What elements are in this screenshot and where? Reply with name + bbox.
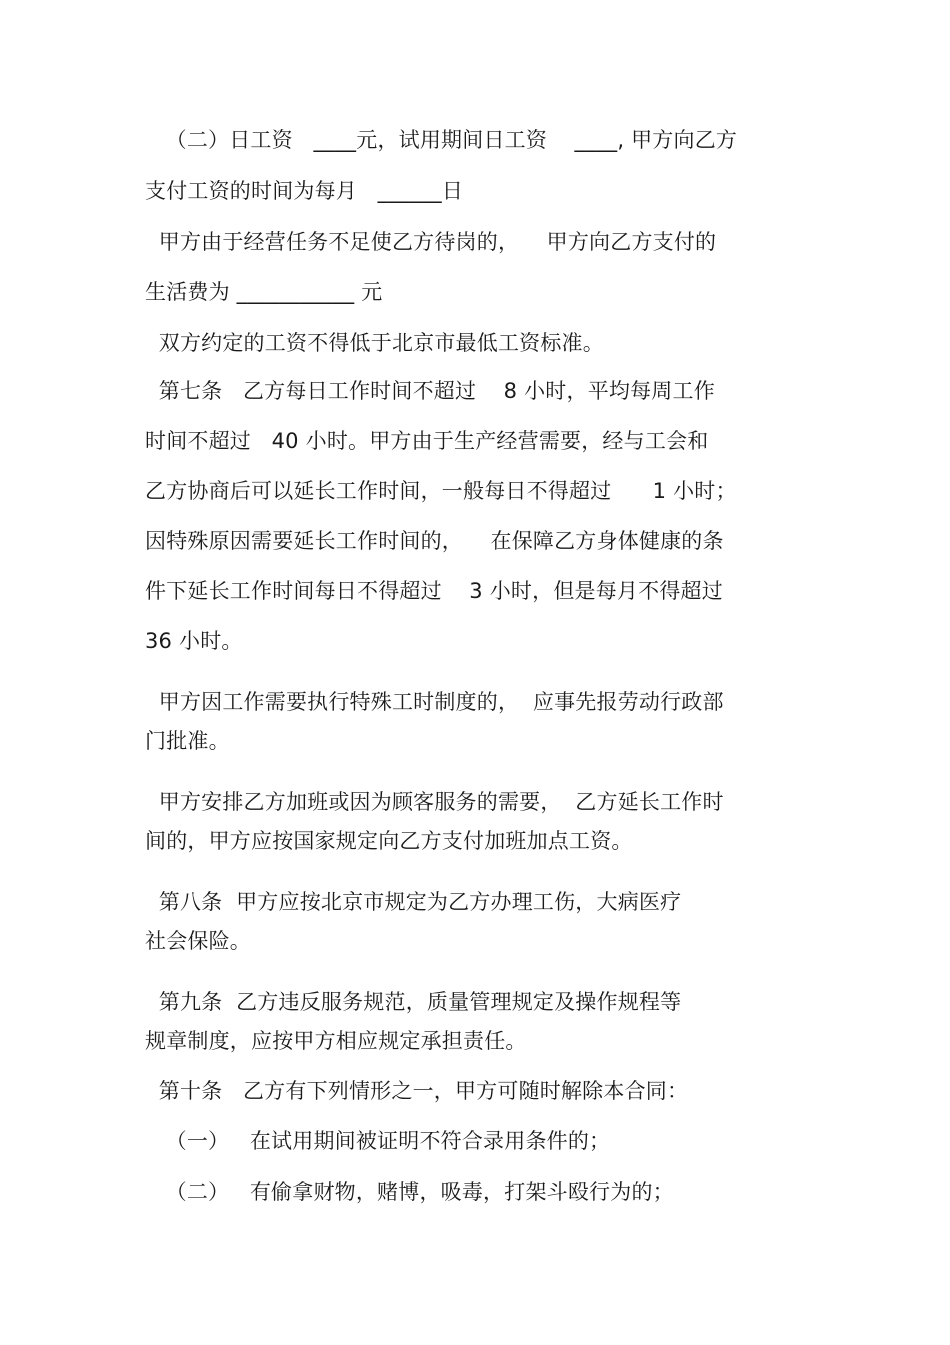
- text-line: 时间不超过 40 小时。甲方由于生产经营需要，经与工会和: [145, 429, 709, 453]
- text-line: 甲方安排乙方加班或因为顾客服务的需要， 乙方延长工作时: [145, 790, 724, 814]
- text-line: （一） 在试用期间被证明不符合录用条件的；: [145, 1129, 611, 1153]
- text-line: 第八条 甲方应按北京市规定为乙方办理工伤，大病医疗: [145, 890, 682, 914]
- text-line: 因特殊原因需要延长工作时间的， 在保障乙方身体健康的条: [145, 529, 724, 553]
- text-line: 第七条 乙方每日工作时间不超过 8 小时，平均每周工作: [145, 379, 715, 403]
- text-line: 36 小时。: [145, 629, 243, 653]
- text-line: 第九条 乙方违反服务规范，质量管理规定及操作规程等: [145, 990, 682, 1014]
- text-line: 第十条 乙方有下列情形之一，甲方可随时解除本合同：: [145, 1079, 689, 1103]
- text-line: 乙方协商后可以延长工作时间，一般每日不得超过 1 小时；: [145, 479, 737, 503]
- text-line: （二）日工资 ____元，试用期间日工资 ____, 甲方向乙方: [145, 128, 738, 152]
- text-line: 社会保险。: [145, 929, 251, 953]
- text-line: 间的，甲方应按国家规定向乙方支付加班加点工资。: [145, 829, 633, 853]
- text-line: 支付工资的时间为每月 ______日: [145, 179, 464, 203]
- text-line: （二） 有偷拿财物，赌博，吸毒，打架斗殴行为的；: [145, 1180, 674, 1204]
- text-line: 双方约定的工资不得低于北京市最低工资标准。: [145, 331, 604, 355]
- text-line: 门批准。: [145, 729, 230, 753]
- text-line: 生活费为 ___________ 元: [145, 280, 383, 304]
- text-line: 甲方因工作需要执行特殊工时制度的， 应事先报劳动行政部: [145, 690, 724, 714]
- text-line: 规章制度，应按甲方相应规定承担责任。: [145, 1029, 527, 1053]
- text-line: 件下延长工作时间每日不得超过 3 小时，但是每月不得超过: [145, 579, 723, 603]
- text-line: 甲方由于经营任务不足使乙方待岗的， 甲方向乙方支付的: [145, 230, 717, 254]
